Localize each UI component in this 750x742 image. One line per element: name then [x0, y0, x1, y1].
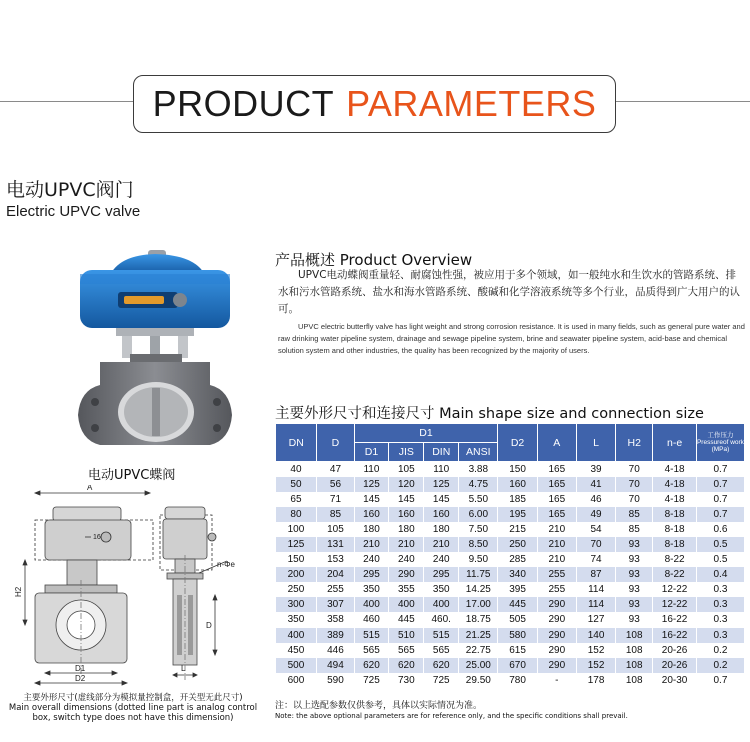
table-cell: 725 [424, 673, 459, 688]
table-cell: 85 [616, 522, 653, 537]
table-cell: 210 [537, 522, 576, 537]
table-cell: 105 [317, 522, 354, 537]
table-cell: 350 [354, 582, 389, 597]
valve-image-caption: 电动UPVC蝶阀 [88, 468, 176, 483]
table-cell: 145 [424, 492, 459, 507]
table-cell: 153 [317, 552, 354, 567]
table-cell: 29.50 [459, 673, 498, 688]
table-cell: 450 [276, 643, 317, 658]
table-title: 主要外形尺寸和连接尺寸 Main shape size and connection size [275, 406, 704, 422]
table-cell: 725 [354, 673, 389, 688]
table-cell: 0.2 [696, 643, 744, 658]
table-cell: 0.5 [696, 552, 744, 567]
table-cell: 140 [576, 628, 615, 643]
header-word-parameters: PARAMETERS [346, 83, 597, 124]
table-cell: 580 [498, 628, 537, 643]
table-cell: 8-18 [653, 537, 697, 552]
table-cell: 240 [389, 552, 424, 567]
table-cell: 125 [276, 537, 317, 552]
overview-text-en: UPVC electric butterfly valve has light weight and strong corrosion resistance. It is used in many fields, such as general pure water and raw drinking water pipeline system, drainage and sewage pipeline system, brine and seawater pipeline system, acid-base and chemical solution system and other industries, the quality has been recognized by the majority of users. [278, 322, 745, 355]
table-cell: 565 [354, 643, 389, 658]
table-cell: 620 [424, 658, 459, 673]
table-cell: 8.50 [459, 537, 498, 552]
table-cell: 180 [424, 522, 459, 537]
table-cell: 400 [424, 597, 459, 612]
table-cell: 100 [276, 522, 317, 537]
table-cell: 355 [389, 582, 424, 597]
dim-label-d1: D1 [75, 664, 86, 673]
table-cell: 25.00 [459, 658, 498, 673]
dim-label-n-e: n-Φe [217, 560, 235, 569]
header-rule-left [0, 101, 133, 102]
table-cell: 210 [354, 537, 389, 552]
table-row [276, 477, 745, 492]
table-cell: 460 [354, 612, 389, 627]
header-rule-right [616, 101, 750, 102]
table-cell: 125 [354, 477, 389, 492]
table-cell: 395 [498, 582, 537, 597]
electric-valve-image [60, 240, 250, 455]
overview-title: 产品概述 Product Overview [275, 251, 473, 269]
table-cell: 255 [317, 582, 354, 597]
table-cell: 11.75 [459, 567, 498, 582]
table-cell: 46 [576, 492, 615, 507]
table-cell: 70 [616, 492, 653, 507]
table-cell: 8-18 [653, 507, 697, 522]
table-cell: 85 [616, 507, 653, 522]
table-cell: 445 [389, 612, 424, 627]
table-cell: 400 [354, 597, 389, 612]
table-row [276, 658, 745, 673]
table-cell: 210 [537, 552, 576, 567]
table-cell: 295 [354, 567, 389, 582]
table-cell: 400 [276, 628, 317, 643]
table-cell: 180 [354, 522, 389, 537]
table-cell: 105 [389, 462, 424, 477]
table-cell: 145 [389, 492, 424, 507]
table-cell: 20-26 [653, 643, 697, 658]
table-row [276, 492, 745, 507]
table-cell: 290 [537, 658, 576, 673]
table-cell: 250 [276, 582, 317, 597]
table-cell: 0.3 [696, 582, 744, 597]
col-header-ansi: ANSI [459, 443, 498, 462]
table-row [276, 462, 745, 477]
section-header [133, 75, 616, 133]
table-row [276, 507, 745, 522]
table-cell: 515 [424, 628, 459, 643]
table-cell: 290 [537, 628, 576, 643]
table-cell: 131 [317, 537, 354, 552]
table-cell: 127 [576, 612, 615, 627]
table-row [276, 522, 745, 537]
col-header-d1: D1 [354, 443, 389, 462]
drawing-caption [2, 693, 264, 723]
table-cell: 85 [317, 507, 354, 522]
table-cell: 350 [276, 612, 317, 627]
table-cell: 150 [276, 552, 317, 567]
table-cell: 295 [424, 567, 459, 582]
table-cell: 165 [537, 492, 576, 507]
table-cell: 108 [616, 658, 653, 673]
table-row [276, 643, 745, 658]
table-cell: 20-30 [653, 673, 697, 688]
table-cell: 215 [498, 522, 537, 537]
table-cell: 70 [616, 462, 653, 477]
table-cell: 80 [276, 507, 317, 522]
col-header-ne: n-e [653, 424, 697, 462]
table-cell: 290 [389, 567, 424, 582]
table-cell: 0.7 [696, 462, 744, 477]
table-cell: 0.7 [696, 673, 744, 688]
table-cell: 446 [317, 643, 354, 658]
table-cell: 22.75 [459, 643, 498, 658]
table-cell: 670 [498, 658, 537, 673]
table-cell: 8-18 [653, 522, 697, 537]
table-cell: 108 [616, 643, 653, 658]
table-cell: 500 [276, 658, 317, 673]
table-cell: 16-22 [653, 628, 697, 643]
table-cell: 460. [424, 612, 459, 627]
table-cell: 18.75 [459, 612, 498, 627]
table-cell: 145 [354, 492, 389, 507]
table-cell: 47 [317, 462, 354, 477]
table-cell: 290 [537, 612, 576, 627]
table-cell: 40 [276, 462, 317, 477]
table-cell: 50 [276, 477, 317, 492]
table-cell: 160 [354, 507, 389, 522]
table-cell: 515 [354, 628, 389, 643]
product-name-en: Electric UPVC valve [6, 203, 141, 220]
table-cell: 54 [576, 522, 615, 537]
table-cell: 108 [616, 673, 653, 688]
pressure-header-cn: 工作压力 [707, 432, 734, 439]
table-cell: 285 [498, 552, 537, 567]
table-cell: 8-22 [653, 567, 697, 582]
table-cell: 6.00 [459, 507, 498, 522]
table-cell: 0.3 [696, 628, 744, 643]
table-cell: 615 [498, 643, 537, 658]
table-cell: 195 [498, 507, 537, 522]
table-cell: 110 [354, 462, 389, 477]
table-cell: 70 [616, 477, 653, 492]
table-cell: 5.50 [459, 492, 498, 507]
table-cell: 0.4 [696, 567, 744, 582]
col-header-d2: D2 [498, 424, 537, 462]
dim-label-16: 16 [93, 534, 101, 541]
col-header-h2: H2 [616, 424, 653, 462]
table-cell: 255 [537, 582, 576, 597]
dim-label-a: A [87, 485, 93, 492]
dim-label-h2: H2 [14, 586, 23, 597]
table-cell: 12-22 [653, 582, 697, 597]
note-cn: 注：以上选配参数仅供参考，具体以实际情况为准。 [275, 701, 483, 711]
table-cell: 0.3 [696, 597, 744, 612]
table-cell: 240 [354, 552, 389, 567]
table-cell: 93 [616, 582, 653, 597]
table-cell: 210 [389, 537, 424, 552]
table-cell: 20-26 [653, 658, 697, 673]
table-cell: 0.6 [696, 522, 744, 537]
table-cell: 0.3 [696, 612, 744, 627]
table-cell: 620 [389, 658, 424, 673]
table-cell: 152 [576, 643, 615, 658]
table-cell: 590 [317, 673, 354, 688]
table-row [276, 582, 745, 597]
table-cell: 340 [498, 567, 537, 582]
table-cell: 41 [576, 477, 615, 492]
table-cell: 93 [616, 567, 653, 582]
table-cell: 565 [424, 643, 459, 658]
table-cell: 14.25 [459, 582, 498, 597]
table-cell: 4-18 [653, 477, 697, 492]
table-cell: 49 [576, 507, 615, 522]
col-header-l: L [576, 424, 615, 462]
col-header-d1-group: D1 [354, 424, 498, 443]
table-cell: 350 [424, 582, 459, 597]
table-row [276, 612, 745, 627]
dim-label-d: D [206, 621, 212, 630]
table-cell: 165 [537, 507, 576, 522]
col-header-dn: DN [276, 424, 317, 462]
table-cell: 87 [576, 567, 615, 582]
table-cell: 0.7 [696, 507, 744, 522]
table-row [276, 537, 745, 552]
table-cell: 510 [389, 628, 424, 643]
table-cell: 160 [424, 507, 459, 522]
table-cell: 17.00 [459, 597, 498, 612]
table-cell: 93 [616, 537, 653, 552]
table-cell: 4-18 [653, 492, 697, 507]
table-cell: 9.50 [459, 552, 498, 567]
table-cell: 120 [389, 477, 424, 492]
table-row [276, 552, 745, 567]
table-cell: 16-22 [653, 612, 697, 627]
table-cell: 93 [616, 612, 653, 627]
dim-label-d2: D2 [75, 674, 86, 683]
table-cell: 165 [537, 462, 576, 477]
table-cell: 358 [317, 612, 354, 627]
table-cell: 730 [389, 673, 424, 688]
table-cell: 204 [317, 567, 354, 582]
table-cell: 7.50 [459, 522, 498, 537]
table-cell: 65 [276, 492, 317, 507]
table-note [275, 701, 628, 721]
table-cell: 4-18 [653, 462, 697, 477]
table-cell: 389 [317, 628, 354, 643]
table-cell: 445 [498, 597, 537, 612]
col-header-pressure [696, 424, 744, 462]
table-cell: 780 [498, 673, 537, 688]
header-word-product: PRODUCT [152, 83, 335, 124]
dim-label-l: L [181, 664, 186, 673]
table-cell: 125 [424, 477, 459, 492]
table-cell: 8-22 [653, 552, 697, 567]
table-cell: 0.7 [696, 492, 744, 507]
overview-text-cn: UPVC电动蝶阀重量轻、耐腐蚀性强，被应用于多个领域，如一般纯水和生饮水的管路系统、排水和污水管路系统、盐水和海水管路系统、酸碱和化学溶液系统等多个行业，品质得到广大用户的认可。 [278, 269, 740, 315]
table-cell: 21.25 [459, 628, 498, 643]
table-cell: 200 [276, 567, 317, 582]
table-cell: 165 [537, 477, 576, 492]
table-cell: 110 [424, 462, 459, 477]
table-cell: 3.88 [459, 462, 498, 477]
pressure-header-unit: (MPa) [711, 446, 730, 453]
table-cell: 307 [317, 597, 354, 612]
dimension-drawing [5, 485, 255, 690]
table-cell: 12-22 [653, 597, 697, 612]
table-row [276, 673, 745, 688]
table-cell: 600 [276, 673, 317, 688]
table-row [276, 628, 745, 643]
table-cell: 0.7 [696, 477, 744, 492]
table-cell: 180 [389, 522, 424, 537]
drawing-caption-en: Main overall dimensions (dotted line part is analog control box, switch type does not have this dimension) [8, 703, 258, 723]
table-cell: 160 [498, 477, 537, 492]
table-cell: 185 [498, 492, 537, 507]
table-row [276, 597, 745, 612]
table-cell: 39 [576, 462, 615, 477]
table-cell: 565 [389, 643, 424, 658]
drawing-caption-cn: 主要外形尺寸(虚线部分为模拟量控制盒，开关型无此尺寸) [23, 693, 243, 703]
col-header-a: A [537, 424, 576, 462]
table-cell: 255 [537, 567, 576, 582]
table-row [276, 567, 745, 582]
table-cell: - [537, 673, 576, 688]
table-cell: 93 [616, 597, 653, 612]
table-cell: 505 [498, 612, 537, 627]
table-cell: 108 [616, 628, 653, 643]
table-cell: 620 [354, 658, 389, 673]
table-cell: 400 [389, 597, 424, 612]
table-cell: 250 [498, 537, 537, 552]
table-cell: 290 [537, 643, 576, 658]
spec-table-body [276, 462, 745, 688]
table-cell: 74 [576, 552, 615, 567]
table-cell: 178 [576, 673, 615, 688]
table-cell: 4.75 [459, 477, 498, 492]
table-cell: 210 [537, 537, 576, 552]
col-header-jis: JIS [389, 443, 424, 462]
table-cell: 240 [424, 552, 459, 567]
table-cell: 70 [576, 537, 615, 552]
table-cell: 0.2 [696, 658, 744, 673]
col-header-d: D [317, 424, 354, 462]
pressure-header-en: Pressureof work [696, 439, 744, 446]
spec-table [275, 423, 745, 688]
table-cell: 0.5 [696, 537, 744, 552]
col-header-din: DIN [424, 443, 459, 462]
table-cell: 93 [616, 552, 653, 567]
table-cell: 71 [317, 492, 354, 507]
table-cell: 114 [576, 582, 615, 597]
table-cell: 210 [424, 537, 459, 552]
product-name-cn: 电动UPVC阀门 [6, 179, 134, 201]
table-cell: 114 [576, 597, 615, 612]
table-cell: 152 [576, 658, 615, 673]
table-cell: 56 [317, 477, 354, 492]
table-cell: 300 [276, 597, 317, 612]
table-cell: 290 [537, 597, 576, 612]
note-en: Note: the above optional parameters are for reference only, and the specific conditions shall prevail. [275, 712, 628, 720]
table-cell: 494 [317, 658, 354, 673]
table-cell: 150 [498, 462, 537, 477]
table-cell: 160 [389, 507, 424, 522]
